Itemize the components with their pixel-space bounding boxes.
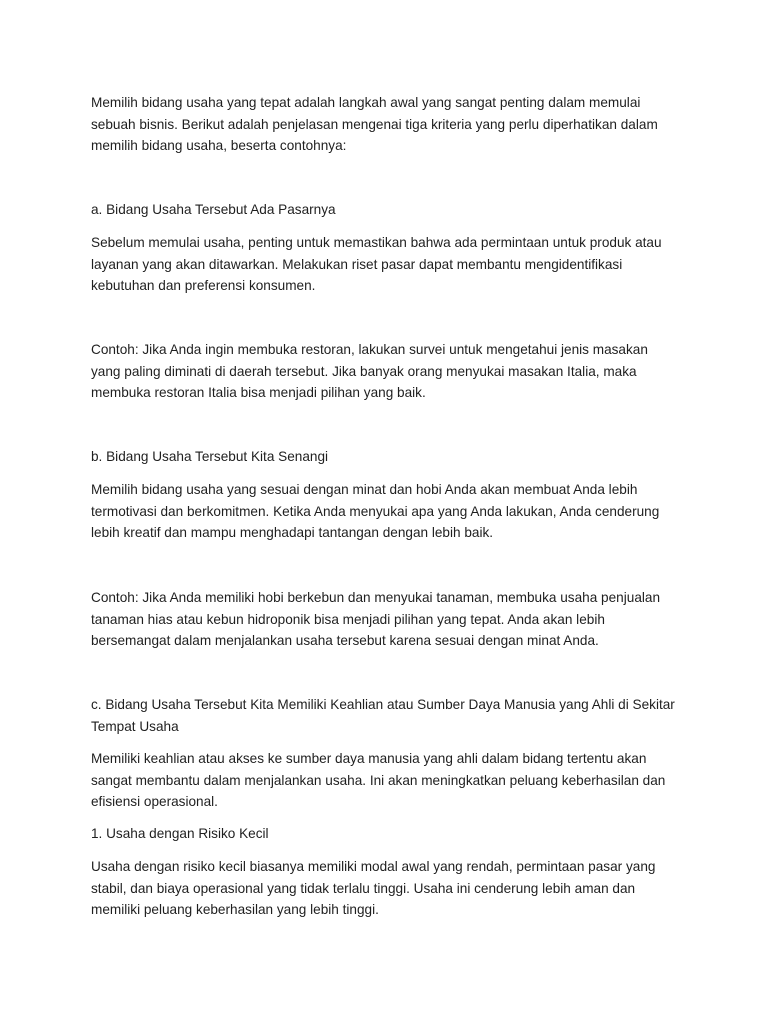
- paragraph-c-body: Memiliki keahlian atau akses ke sumber daya manusia yang ahli dalam bidang tertentu akan sangat membantu dalam menjalankan usaha. Ini akan meningkatkan peluang keberhasilan dan efisiensi operasional.: [91, 751, 666, 809]
- paragraph-1-body: Usaha dengan risiko kecil biasanya memiliki modal awal yang rendah, permintaan pasar yang stabil, dan biaya operasional yang tidak terlalu tinggi. Usaha ini cenderung lebih aman dan memiliki peluang keberhasilan yang lebih tinggi.: [91, 859, 656, 917]
- heading-a: a. Bidang Usaha Tersebut Ada Pasarnya: [91, 202, 336, 217]
- paragraph-b-example: Contoh: Jika Anda memiliki hobi berkebun dan menyukai tanaman, membuka usaha penjualan tanaman hias atau kebun hidroponik bisa menjadi pilihan yang tepat. Anda akan lebih bersemangat dalam menjalankan usaha tersebut karena sesuai dengan minat Anda.: [91, 590, 661, 648]
- heading-b: b. Bidang Usaha Tersebut Kita Senangi: [91, 449, 329, 464]
- paragraph-b-body: Memilih bidang usaha yang sesuai dengan minat dan hobi Anda akan membuat Anda lebih termotivasi dan berkomitmen. Ketika Anda menyukai apa yang Anda lakukan, Anda cenderung lebih kreatif dan mampu menghadapi tantangan dengan lebih baik.: [91, 482, 660, 540]
- intro-paragraph: Memilih bidang usaha yang tepat adalah langkah awal yang sangat penting dalam memulai sebuah bisnis. Berikut adalah penjelasan mengenai tiga kriteria yang perlu diperhatikan dalam memilih bidang usaha, beserta contohnya:: [91, 95, 658, 153]
- heading-1: 1. Usaha dengan Risiko Kecil: [91, 826, 269, 841]
- paragraph-a-body: Sebelum memulai usaha, penting untuk memastikan bahwa ada permintaan untuk produk atau layanan yang akan ditawarkan. Melakukan riset pasar dapat membantu mengidentifikasi kebutuhan dan preferensi konsumen.: [91, 235, 662, 293]
- paragraph-a-example: Contoh: Jika Anda ingin membuka restoran, lakukan survei untuk mengetahui jenis masakan yang paling diminati di daerah tersebut. Jika banyak orang menyukai masakan Italia, maka membuka restoran Italia bisa menjadi pilihan yang baik.: [91, 342, 648, 400]
- heading-c: c. Bidang Usaha Tersebut Kita Memiliki Keahlian atau Sumber Daya Manusia yang Ahli di Sekitar Tempat Usaha: [91, 697, 675, 734]
